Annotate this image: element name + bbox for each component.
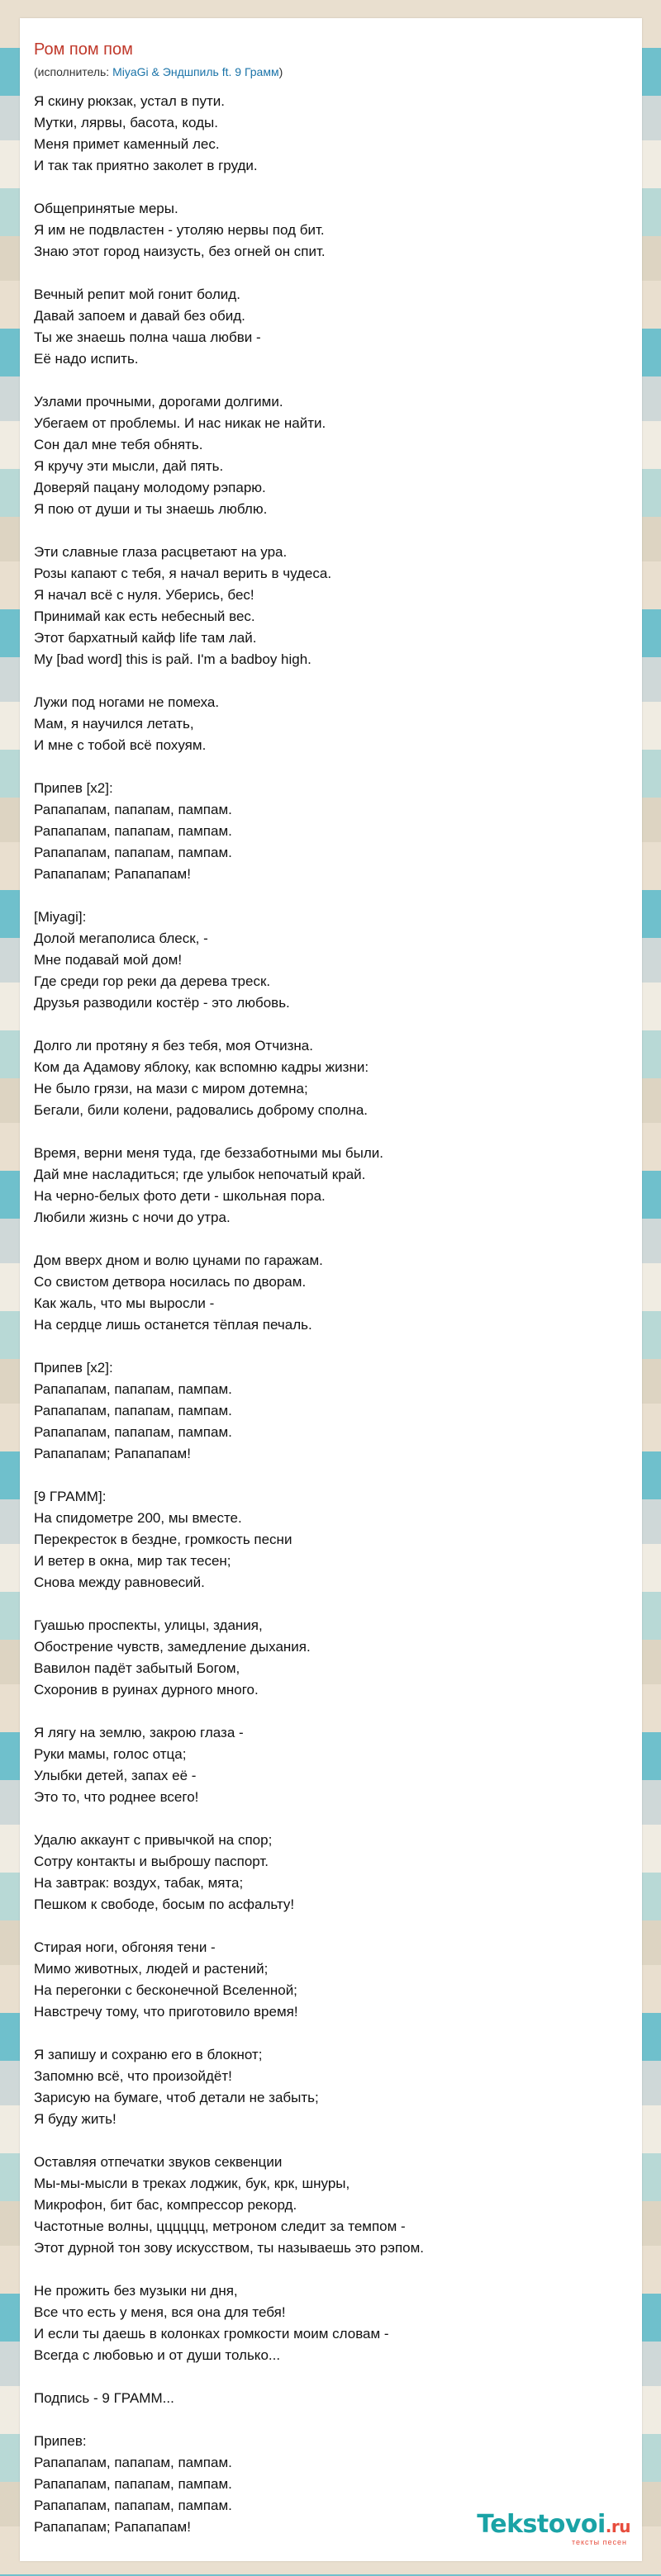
- lyrics-line: Зарисую на бумаге, чтоб детали не забыть;: [34, 2090, 319, 2105]
- lyrics-line: Рапапапам, папапам, пампам.: [34, 2476, 232, 2492]
- lyrics-line: Давай запоем и давай без обид.: [34, 308, 245, 324]
- artist-link[interactable]: MiyaGi & Эндшпиль ft. 9 Грамм: [112, 65, 279, 78]
- lyrics-line: Частотные волны, цццццц, метроном следит за темпом -: [34, 2218, 406, 2234]
- lyrics-line: Рапапапам; Рапапапам!: [34, 2519, 191, 2535]
- lyrics-line: На спидометре 200, мы вместе.: [34, 1510, 242, 1526]
- lyrics-line: Бегали, били колени, радовались доброму сполна.: [34, 1102, 369, 1118]
- lyrics-line: Перекресток в бездне, громкость песни: [34, 1532, 292, 1547]
- lyrics-line: Удалю аккаунт с привычкой на спор;: [34, 1832, 273, 1848]
- lyrics-line: Узлами прочными, дорогами долгими.: [34, 394, 283, 410]
- lyrics-stanza: [34, 2280, 628, 2366]
- lyrics-line: Гуашью проспекты, улицы, здания,: [34, 1617, 263, 1633]
- lyrics-line: Мам, я научился летать,: [34, 716, 194, 732]
- lyrics-line: И мне с тобой всё похуям.: [34, 737, 207, 753]
- lyrics-line: Рапапапам, папапам, пампам.: [34, 802, 232, 817]
- lyrics-line: Я начал всё с нуля. Уберись, бес!: [34, 587, 254, 603]
- lyrics-line: Мы-мы-мысли в треках лоджик, бук, крк, шнуры,: [34, 2176, 350, 2191]
- lyrics-line: Припев [x2]:: [34, 780, 113, 796]
- lyrics-line: Я запишу и сохраню его в блокнот;: [34, 2047, 263, 2062]
- lyrics-line: Ком да Адамову яблоку, как вспомню кадры жизни:: [34, 1059, 369, 1075]
- lyrics-card: [20, 18, 642, 2561]
- site-logo[interactable]: [477, 2512, 630, 2546]
- lyrics-line: Это то, что роднее всего!: [34, 1789, 199, 1805]
- lyrics-stanza: [34, 2044, 628, 2130]
- lyrics-line: На сердце лишь останется тёплая печаль.: [34, 1317, 312, 1333]
- lyrics-line: Схоронив в руинах дурного много.: [34, 1682, 259, 1698]
- lyrics-line: Знаю этот город наизусть, без огней он спит.: [34, 244, 326, 259]
- lyrics-line: Рапапапам, папапам, пампам.: [34, 1403, 232, 1418]
- lyrics-line: Я лягу на землю, закрою глаза -: [34, 1725, 244, 1740]
- lyrics-line: И если ты даешь в колонках громкости моим словам -: [34, 2326, 389, 2342]
- lyrics-line: На черно-белых фото дети - школьная пора.: [34, 1188, 326, 1204]
- lyrics-line: Не прожить без музыки ни дня,: [34, 2283, 238, 2299]
- lyrics-line: Со свистом детвора носилась по дворам.: [34, 1274, 307, 1290]
- lyrics-line: Рапапапам, папапам, пампам.: [34, 2455, 232, 2470]
- lyrics-line: Дай мне насладиться; где улыбок непочатый край.: [34, 1167, 366, 1182]
- logo-domain: .ru: [605, 2517, 630, 2536]
- lyrics-stanza: [34, 1722, 628, 1808]
- lyrics-stanza: [34, 1937, 628, 2023]
- artist-suffix: ): [278, 65, 283, 78]
- lyrics-line: Я пою от души и ты знаешь люблю.: [34, 501, 268, 517]
- lyrics-line: Обострение чувств, замедление дыхания.: [34, 1639, 311, 1655]
- lyrics-line: Мутки, лярвы, басота, коды.: [34, 115, 218, 130]
- lyrics-line: Вавилон падёт забытый Богом,: [34, 1660, 240, 1676]
- lyrics-line: Как жаль, что мы выросли -: [34, 1295, 215, 1311]
- lyrics-line: Я им не подвластен - утоляю нервы под бит.: [34, 222, 325, 238]
- lyrics-line: И так так приятно заколет в груди.: [34, 158, 258, 173]
- lyrics-line: Долой мегаполиса блеск, -: [34, 930, 208, 946]
- lyrics-stanza: [34, 1143, 628, 1229]
- lyrics-stanza: [34, 1486, 628, 1593]
- lyrics-line: Запомню всё, что произойдёт!: [34, 2068, 232, 2084]
- lyrics-line: На перегонки с бесконечной Вселенной;: [34, 1982, 297, 1998]
- lyrics-line: Рапапапам, папапам, пампам.: [34, 1424, 232, 1440]
- lyrics-line: My [bad word] this is рай. I'm a badboy high.: [34, 651, 311, 667]
- lyrics-line: Этот дурной тон зову искусством, ты называешь это рэпом.: [34, 2240, 425, 2256]
- lyrics-line: Стирая ноги, обгоняя тени -: [34, 1939, 216, 1955]
- lyrics-stanza: [34, 1250, 628, 1336]
- lyrics-stanza: [34, 1357, 628, 1465]
- lyrics-stanza: [34, 778, 628, 885]
- lyrics-line: Рапапапам, папапам, пампам.: [34, 1381, 232, 1397]
- logo-name: Tekstovoi: [477, 2510, 606, 2539]
- lyrics-stanza: [34, 91, 628, 177]
- lyrics-stanza: [34, 1615, 628, 1701]
- lyrics-line: Сон дал мне тебя обнять.: [34, 437, 203, 452]
- lyrics-line: Розы капают с тебя, я начал верить в чудеса.: [34, 566, 332, 581]
- lyrics-line: [9 ГРАММ]:: [34, 1489, 107, 1504]
- lyrics-line: Припев [x2]:: [34, 1360, 113, 1376]
- logo-wordmark: [477, 2512, 630, 2540]
- artist-line: [34, 64, 628, 79]
- lyrics-line: Все что есть у меня, вся она для тебя!: [34, 2304, 286, 2320]
- lyrics-line: Микрофон, бит бас, компрессор рекорд.: [34, 2197, 297, 2213]
- lyrics-line: Любили жизнь с ночи до утра.: [34, 1210, 231, 1225]
- lyrics-line: [Miyagi]:: [34, 909, 87, 925]
- lyrics-line: Общепринятые меры.: [34, 201, 178, 216]
- lyrics-line: Руки мамы, голос отца;: [34, 1746, 187, 1762]
- lyrics-line: Меня примет каменный лес.: [34, 136, 220, 152]
- lyrics-line: Рапапапам, папапам, пампам.: [34, 2498, 232, 2513]
- lyrics-line: Лужи под ногами не помеха.: [34, 694, 220, 710]
- lyrics-line: Время, верни меня туда, где беззаботными мы были.: [34, 1145, 383, 1161]
- lyrics-line: На завтрак: воздух, табак, мята;: [34, 1875, 244, 1891]
- lyrics-line: Рапапапам, папапам, пампам.: [34, 823, 232, 839]
- lyrics-line: Дом вверх дном и волю цунами по гаражам.: [34, 1252, 323, 1268]
- artist-prefix: (исполнитель:: [34, 65, 113, 78]
- lyrics-line: Эти славные глаза расцветают на ура.: [34, 544, 288, 560]
- lyrics-stanza: [34, 198, 628, 263]
- lyrics-line: Мимо животных, людей и растений;: [34, 1961, 269, 1977]
- lyrics-line: Навстречу тому, что приготовило время!: [34, 2004, 298, 2020]
- lyrics-line: Оставляя отпечатки звуков секвенции: [34, 2154, 283, 2170]
- lyrics-line: Всегда с любовью и от души только...: [34, 2347, 281, 2363]
- lyrics-stanza: [34, 284, 628, 370]
- lyrics-line: Где среди гор реки да дерева треск.: [34, 973, 271, 989]
- lyrics-line: Долго ли протяну я без тебя, моя Отчизна.: [34, 1038, 313, 1054]
- lyrics-line: Сотру контакты и выброшу паспорт.: [34, 1854, 269, 1869]
- lyrics-stanza: [34, 1830, 628, 1915]
- lyrics-line: Я буду жить!: [34, 2111, 117, 2127]
- lyrics-line: Друзья разводили костёр - это любовь.: [34, 995, 290, 1011]
- lyrics-stanza: [34, 907, 628, 1014]
- lyrics-stanza: [34, 391, 628, 520]
- lyrics-line: Рапапапам; Рапапапам!: [34, 866, 191, 882]
- lyrics-text: [34, 91, 628, 2538]
- lyrics-line: Улыбки детей, запах её -: [34, 1768, 197, 1783]
- lyrics-line: Я скину рюкзак, устал в пути.: [34, 93, 225, 109]
- lyrics-stanza: [34, 692, 628, 756]
- lyrics-line: Мне подавай мой дом!: [34, 952, 183, 968]
- song-title: Ром пом пом: [34, 40, 133, 59]
- lyrics-stanza: [34, 542, 628, 670]
- lyrics-line: Ты же знаешь полна чаша любви -: [34, 329, 261, 345]
- lyrics-line: Не было грязи, на мази с миром дотемна;: [34, 1081, 308, 1096]
- lyrics-line: Рапапапам; Рапапапам!: [34, 1446, 191, 1461]
- lyrics-line: Убегаем от проблемы. И нас никак не найти.: [34, 415, 326, 431]
- lyrics-stanza: [34, 2152, 628, 2259]
- lyrics-stanza: [34, 1035, 628, 1121]
- lyrics-line: Снова между равновесий.: [34, 1574, 205, 1590]
- lyrics-line: Рапапапам, папапам, пампам.: [34, 845, 232, 860]
- lyrics-line: Припев:: [34, 2433, 87, 2449]
- lyrics-line: Этот бархатный кайф life там лай.: [34, 630, 257, 646]
- lyrics-line: Пешком к свободе, босым по асфальту!: [34, 1896, 295, 1912]
- lyrics-stanza: [34, 2388, 628, 2409]
- lyrics-line: Подпись - 9 ГРАММ...: [34, 2390, 174, 2406]
- lyrics-line: И ветер в окна, мир так тесен;: [34, 1553, 231, 1569]
- logo-tagline: тексты песен: [571, 2538, 627, 2546]
- lyrics-line: Доверяй пацану молодому рэпарю.: [34, 480, 266, 495]
- lyrics-line: Её надо испить.: [34, 351, 139, 367]
- lyrics-line: Вечный репит мой гонит болид.: [34, 286, 240, 302]
- lyrics-line: Я кручу эти мысли, дай пять.: [34, 458, 224, 474]
- lyrics-line: Принимай как есть небесный вес.: [34, 608, 255, 624]
